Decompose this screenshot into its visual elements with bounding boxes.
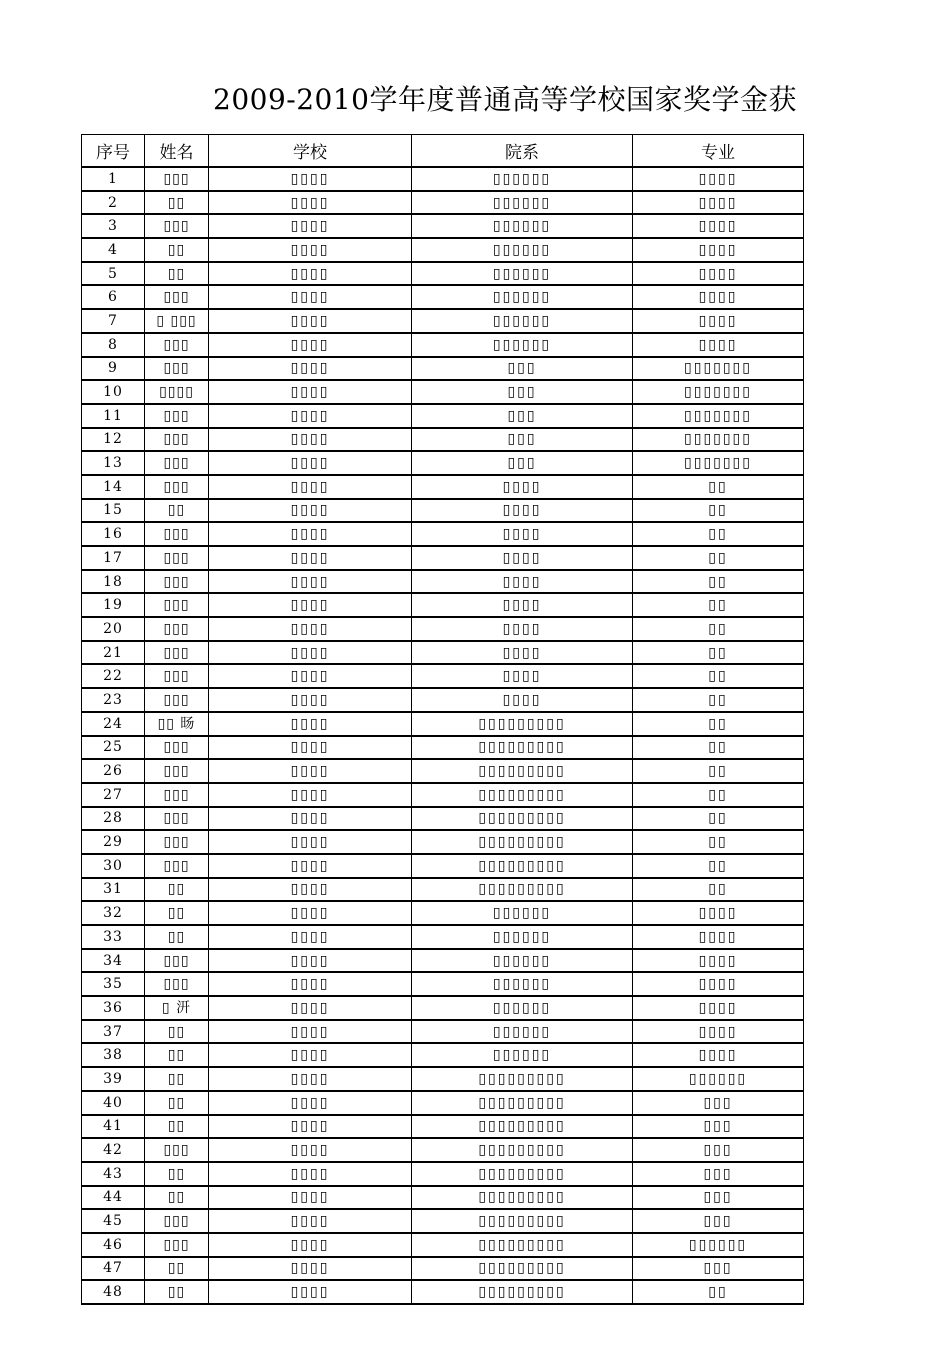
cell-school: ▯▯▯▯ bbox=[209, 1186, 412, 1210]
cell-major: ▯▯ bbox=[633, 1280, 804, 1304]
cell-school: ▯▯▯▯ bbox=[209, 972, 412, 996]
cell-name: ▯▯▯ bbox=[145, 167, 209, 191]
table-row bbox=[82, 451, 804, 475]
cell-index: 35 bbox=[82, 972, 145, 996]
cell-school: ▯▯▯▯ bbox=[209, 285, 412, 309]
table-row bbox=[82, 1020, 804, 1044]
cell-name: ▯▯ bbox=[145, 901, 209, 925]
header-department: 院系 bbox=[412, 135, 633, 168]
cell-school: ▯▯▯▯ bbox=[209, 451, 412, 475]
cell-department: ▯▯▯▯ bbox=[412, 664, 633, 688]
cell-department: ▯▯▯▯ bbox=[412, 617, 633, 641]
cell-department: ▯▯▯ bbox=[412, 357, 633, 381]
table-row bbox=[82, 309, 804, 333]
table-row bbox=[82, 783, 804, 807]
cell-department: ▯▯▯▯ bbox=[412, 475, 633, 499]
table-body bbox=[82, 167, 804, 1304]
cell-name: ▯▯▯ bbox=[145, 972, 209, 996]
table-row bbox=[82, 1091, 804, 1115]
cell-index: 41 bbox=[82, 1115, 145, 1139]
table-row bbox=[82, 593, 804, 617]
cell-name: ▯▯▯ bbox=[145, 617, 209, 641]
cell-department: ▯▯▯▯▯▯▯▯▯ bbox=[412, 712, 633, 736]
cell-major: ▯▯ bbox=[633, 641, 804, 665]
cell-school: ▯▯▯▯ bbox=[209, 901, 412, 925]
cell-major: ▯▯ bbox=[633, 688, 804, 712]
cell-school: ▯▯▯▯ bbox=[209, 1162, 412, 1186]
cell-index: 19 bbox=[82, 593, 145, 617]
table-row bbox=[82, 996, 804, 1020]
cell-major: ▯▯ bbox=[633, 736, 804, 760]
cell-name: ▯▯ bbox=[145, 1257, 209, 1281]
cell-department: ▯▯▯▯▯▯▯▯▯ bbox=[412, 1091, 633, 1115]
cell-name: ▯▯▯ bbox=[145, 949, 209, 973]
cell-index: 14 bbox=[82, 475, 145, 499]
cell-major: ▯▯▯ bbox=[633, 1091, 804, 1115]
cell-department: ▯▯▯▯▯▯ bbox=[412, 191, 633, 215]
cell-major: ▯▯▯ bbox=[633, 1115, 804, 1139]
cell-school: ▯▯▯▯ bbox=[209, 854, 412, 878]
cell-school: ▯▯▯▯ bbox=[209, 167, 412, 191]
cell-major: ▯▯ bbox=[633, 783, 804, 807]
cell-major: ▯▯▯▯▯▯ bbox=[633, 1067, 804, 1091]
table-row bbox=[82, 380, 804, 404]
table-row bbox=[82, 688, 804, 712]
cell-school: ▯▯▯▯ bbox=[209, 1257, 412, 1281]
cell-department: ▯▯▯▯▯▯▯▯▯ bbox=[412, 807, 633, 831]
cell-name: ▯▯▯ bbox=[145, 664, 209, 688]
cell-major: ▯▯▯▯ bbox=[633, 925, 804, 949]
cell-name: ▯▯▯ bbox=[145, 428, 209, 452]
cell-name: ▯▯▯▯ bbox=[145, 380, 209, 404]
cell-name: ▯ 汧 bbox=[145, 996, 209, 1020]
cell-major: ▯▯ bbox=[633, 570, 804, 594]
table-row bbox=[82, 570, 804, 594]
cell-major: ▯▯▯ bbox=[633, 1209, 804, 1233]
cell-name: ▯▯▯ bbox=[145, 854, 209, 878]
cell-name: ▯▯▯ bbox=[145, 688, 209, 712]
cell-index: 13 bbox=[82, 451, 145, 475]
cell-department: ▯▯▯▯▯▯ bbox=[412, 1020, 633, 1044]
cell-major: ▯▯▯▯ bbox=[633, 238, 804, 262]
cell-school: ▯▯▯▯ bbox=[209, 1209, 412, 1233]
cell-name: ▯▯▯ bbox=[145, 736, 209, 760]
cell-index: 10 bbox=[82, 380, 145, 404]
cell-name: ▯▯▯ bbox=[145, 593, 209, 617]
table-row bbox=[82, 925, 804, 949]
table-row bbox=[82, 522, 804, 546]
cell-school: ▯▯▯▯ bbox=[209, 499, 412, 523]
cell-index: 27 bbox=[82, 783, 145, 807]
table-row bbox=[82, 1233, 804, 1257]
cell-department: ▯▯▯▯▯▯ bbox=[412, 309, 633, 333]
table-row bbox=[82, 949, 804, 973]
cell-index: 9 bbox=[82, 357, 145, 381]
cell-name: ▯▯▯ bbox=[145, 451, 209, 475]
cell-name: ▯▯ bbox=[145, 1186, 209, 1210]
cell-school: ▯▯▯▯ bbox=[209, 664, 412, 688]
cell-department: ▯▯▯▯▯▯ bbox=[412, 996, 633, 1020]
cell-school: ▯▯▯▯ bbox=[209, 1138, 412, 1162]
cell-index: 18 bbox=[82, 570, 145, 594]
cell-index: 5 bbox=[82, 262, 145, 286]
cell-department: ▯▯▯▯▯▯▯▯▯ bbox=[412, 1115, 633, 1139]
cell-name: ▯▯▯ bbox=[145, 522, 209, 546]
cell-major: ▯▯▯ bbox=[633, 1162, 804, 1186]
table-row bbox=[82, 1257, 804, 1281]
cell-school: ▯▯▯▯ bbox=[209, 1115, 412, 1139]
cell-school: ▯▯▯▯ bbox=[209, 428, 412, 452]
cell-index: 22 bbox=[82, 664, 145, 688]
cell-index: 24 bbox=[82, 712, 145, 736]
cell-department: ▯▯▯▯▯▯▯▯▯ bbox=[412, 736, 633, 760]
table-row bbox=[82, 333, 804, 357]
cell-school: ▯▯▯▯ bbox=[209, 214, 412, 238]
cell-name: ▯▯ bbox=[145, 1115, 209, 1139]
cell-index: 33 bbox=[82, 925, 145, 949]
cell-index: 34 bbox=[82, 949, 145, 973]
cell-index: 11 bbox=[82, 404, 145, 428]
cell-name: ▯▯ bbox=[145, 1043, 209, 1067]
cell-name: ▯▯▯ bbox=[145, 404, 209, 428]
cell-school: ▯▯▯▯ bbox=[209, 309, 412, 333]
table-row bbox=[82, 404, 804, 428]
cell-school: ▯▯▯▯ bbox=[209, 262, 412, 286]
cell-name: ▯▯ bbox=[145, 262, 209, 286]
cell-index: 23 bbox=[82, 688, 145, 712]
cell-department: ▯▯▯▯ bbox=[412, 499, 633, 523]
cell-school: ▯▯▯▯ bbox=[209, 404, 412, 428]
cell-index: 32 bbox=[82, 901, 145, 925]
cell-index: 8 bbox=[82, 333, 145, 357]
table-row bbox=[82, 1043, 804, 1067]
table-row bbox=[82, 807, 804, 831]
cell-department: ▯▯▯▯▯▯ bbox=[412, 238, 633, 262]
header-name: 姓名 bbox=[145, 135, 209, 168]
cell-department: ▯▯▯▯▯▯▯▯▯ bbox=[412, 854, 633, 878]
cell-school: ▯▯▯▯ bbox=[209, 1020, 412, 1044]
table-row bbox=[82, 972, 804, 996]
table-row bbox=[82, 641, 804, 665]
cell-name: ▯▯ bbox=[145, 1067, 209, 1091]
cell-major: ▯▯▯ bbox=[633, 1257, 804, 1281]
table-row bbox=[82, 830, 804, 854]
cell-major: ▯▯ bbox=[633, 878, 804, 902]
cell-major: ▯▯▯▯ bbox=[633, 262, 804, 286]
cell-index: 4 bbox=[82, 238, 145, 262]
cell-major: ▯▯ bbox=[633, 759, 804, 783]
table-row bbox=[82, 1209, 804, 1233]
cell-major: ▯▯ bbox=[633, 664, 804, 688]
cell-school: ▯▯▯▯ bbox=[209, 783, 412, 807]
cell-department: ▯▯▯▯ bbox=[412, 688, 633, 712]
cell-school: ▯▯▯▯ bbox=[209, 736, 412, 760]
cell-index: 31 bbox=[82, 878, 145, 902]
cell-major: ▯▯▯▯▯▯▯ bbox=[633, 404, 804, 428]
cell-school: ▯▯▯▯ bbox=[209, 522, 412, 546]
cell-index: 1 bbox=[82, 167, 145, 191]
document-title: 2009-2010学年度普通高等学校国家奖学金获 bbox=[213, 83, 797, 116]
cell-school: ▯▯▯▯ bbox=[209, 1280, 412, 1304]
cell-school: ▯▯▯▯ bbox=[209, 925, 412, 949]
table-row bbox=[82, 854, 804, 878]
cell-major: ▯▯▯▯▯▯▯ bbox=[633, 357, 804, 381]
cell-index: 20 bbox=[82, 617, 145, 641]
table-row bbox=[82, 499, 804, 523]
table-row bbox=[82, 617, 804, 641]
cell-department: ▯▯▯▯▯▯▯▯▯ bbox=[412, 1138, 633, 1162]
cell-index: 3 bbox=[82, 214, 145, 238]
cell-index: 15 bbox=[82, 499, 145, 523]
table-row bbox=[82, 1162, 804, 1186]
cell-name: ▯▯ 旸 bbox=[145, 712, 209, 736]
cell-department: ▯▯▯▯▯▯ bbox=[412, 214, 633, 238]
cell-index: 2 bbox=[82, 191, 145, 215]
cell-name: ▯▯▯ bbox=[145, 357, 209, 381]
cell-major: ▯▯ bbox=[633, 546, 804, 570]
cell-school: ▯▯▯▯ bbox=[209, 996, 412, 1020]
cell-department: ▯▯▯▯▯▯ bbox=[412, 972, 633, 996]
cell-name: ▯▯▯ bbox=[145, 333, 209, 357]
cell-major: ▯▯▯▯▯▯▯ bbox=[633, 380, 804, 404]
cell-name: ▯ ▯▯▯ bbox=[145, 309, 209, 333]
cell-major: ▯▯▯▯ bbox=[633, 191, 804, 215]
cell-index: 36 bbox=[82, 996, 145, 1020]
cell-index: 12 bbox=[82, 428, 145, 452]
cell-major: ▯▯▯▯ bbox=[633, 972, 804, 996]
cell-department: ▯▯▯▯ bbox=[412, 522, 633, 546]
cell-name: ▯▯▯ bbox=[145, 783, 209, 807]
cell-department: ▯▯▯▯▯▯ bbox=[412, 333, 633, 357]
table-row bbox=[82, 1067, 804, 1091]
cell-name: ▯▯▯ bbox=[145, 1233, 209, 1257]
table-row bbox=[82, 664, 804, 688]
cell-school: ▯▯▯▯ bbox=[209, 641, 412, 665]
cell-major: ▯▯▯▯ bbox=[633, 167, 804, 191]
cell-school: ▯▯▯▯ bbox=[209, 333, 412, 357]
cell-department: ▯▯▯ bbox=[412, 380, 633, 404]
cell-index: 48 bbox=[82, 1280, 145, 1304]
cell-school: ▯▯▯▯ bbox=[209, 238, 412, 262]
cell-department: ▯▯▯▯▯▯▯▯▯ bbox=[412, 830, 633, 854]
cell-name: ▯▯ bbox=[145, 925, 209, 949]
cell-name: ▯▯▯ bbox=[145, 759, 209, 783]
table-header bbox=[82, 135, 804, 168]
cell-major: ▯▯ bbox=[633, 712, 804, 736]
cell-index: 40 bbox=[82, 1091, 145, 1115]
cell-school: ▯▯▯▯ bbox=[209, 593, 412, 617]
table-row bbox=[82, 1138, 804, 1162]
cell-department: ▯▯▯▯ bbox=[412, 570, 633, 594]
cell-index: 26 bbox=[82, 759, 145, 783]
cell-index: 7 bbox=[82, 309, 145, 333]
cell-school: ▯▯▯▯ bbox=[209, 688, 412, 712]
cell-school: ▯▯▯▯ bbox=[209, 617, 412, 641]
header-row bbox=[82, 135, 804, 168]
cell-major: ▯▯▯▯ bbox=[633, 309, 804, 333]
table-row bbox=[82, 167, 804, 191]
cell-index: 17 bbox=[82, 546, 145, 570]
cell-major: ▯▯▯▯ bbox=[633, 214, 804, 238]
cell-department: ▯▯▯▯▯▯▯▯▯ bbox=[412, 1186, 633, 1210]
cell-name: ▯▯▯ bbox=[145, 830, 209, 854]
cell-index: 47 bbox=[82, 1257, 145, 1281]
cell-major: ▯▯ bbox=[633, 475, 804, 499]
cell-department: ▯▯▯ bbox=[412, 451, 633, 475]
cell-department: ▯▯▯▯▯▯▯▯▯ bbox=[412, 759, 633, 783]
cell-index: 45 bbox=[82, 1209, 145, 1233]
cell-school: ▯▯▯▯ bbox=[209, 475, 412, 499]
table-row bbox=[82, 546, 804, 570]
cell-department: ▯▯▯▯▯▯▯▯▯ bbox=[412, 1209, 633, 1233]
cell-major: ▯▯ bbox=[633, 807, 804, 831]
cell-name: ▯▯▯ bbox=[145, 641, 209, 665]
table-row bbox=[82, 736, 804, 760]
table-row bbox=[82, 1280, 804, 1304]
cell-major: ▯▯▯▯ bbox=[633, 996, 804, 1020]
header-index: 序号 bbox=[82, 135, 145, 168]
cell-index: 43 bbox=[82, 1162, 145, 1186]
cell-school: ▯▯▯▯ bbox=[209, 357, 412, 381]
cell-name: ▯▯▯ bbox=[145, 546, 209, 570]
cell-major: ▯▯ bbox=[633, 830, 804, 854]
cell-department: ▯▯▯▯▯▯▯▯▯ bbox=[412, 1280, 633, 1304]
cell-school: ▯▯▯▯ bbox=[209, 1233, 412, 1257]
cell-department: ▯▯▯▯▯▯ bbox=[412, 949, 633, 973]
cell-index: 39 bbox=[82, 1067, 145, 1091]
cell-school: ▯▯▯▯ bbox=[209, 830, 412, 854]
cell-major: ▯▯▯▯▯▯▯ bbox=[633, 451, 804, 475]
cell-major: ▯▯ bbox=[633, 522, 804, 546]
cell-major: ▯▯ bbox=[633, 593, 804, 617]
cell-department: ▯▯▯▯▯▯ bbox=[412, 901, 633, 925]
cell-index: 37 bbox=[82, 1020, 145, 1044]
table-row bbox=[82, 712, 804, 736]
cell-school: ▯▯▯▯ bbox=[209, 1043, 412, 1067]
cell-school: ▯▯▯▯ bbox=[209, 878, 412, 902]
cell-department: ▯▯▯▯▯▯▯▯▯ bbox=[412, 1162, 633, 1186]
cell-department: ▯▯▯▯▯▯▯▯▯ bbox=[412, 1257, 633, 1281]
cell-index: 6 bbox=[82, 285, 145, 309]
cell-school: ▯▯▯▯ bbox=[209, 191, 412, 215]
cell-department: ▯▯▯▯▯▯▯▯▯ bbox=[412, 1067, 633, 1091]
cell-index: 21 bbox=[82, 641, 145, 665]
cell-name: ▯▯▯ bbox=[145, 285, 209, 309]
cell-name: ▯▯ bbox=[145, 1162, 209, 1186]
table-row bbox=[82, 191, 804, 215]
cell-department: ▯▯▯▯▯▯ bbox=[412, 1043, 633, 1067]
cell-major: ▯▯▯▯ bbox=[633, 1043, 804, 1067]
cell-school: ▯▯▯▯ bbox=[209, 712, 412, 736]
cell-name: ▯▯▯ bbox=[145, 807, 209, 831]
table-row bbox=[82, 759, 804, 783]
table-row bbox=[82, 878, 804, 902]
cell-name: ▯▯ bbox=[145, 499, 209, 523]
cell-major: ▯▯▯ bbox=[633, 1138, 804, 1162]
cell-name: ▯▯ bbox=[145, 238, 209, 262]
cell-department: ▯▯▯▯▯▯▯▯▯ bbox=[412, 783, 633, 807]
cell-name: ▯▯ bbox=[145, 191, 209, 215]
cell-department: ▯▯▯▯▯▯ bbox=[412, 262, 633, 286]
table-row bbox=[82, 357, 804, 381]
cell-name: ▯▯ bbox=[145, 1280, 209, 1304]
cell-department: ▯▯▯ bbox=[412, 428, 633, 452]
cell-department: ▯▯▯▯ bbox=[412, 641, 633, 665]
cell-major: ▯▯▯▯▯▯ bbox=[633, 1233, 804, 1257]
cell-name: ▯▯▯ bbox=[145, 570, 209, 594]
cell-department: ▯▯▯▯▯▯▯▯▯ bbox=[412, 878, 633, 902]
table-row bbox=[82, 238, 804, 262]
cell-department: ▯▯▯▯ bbox=[412, 593, 633, 617]
table-row bbox=[82, 262, 804, 286]
cell-index: 29 bbox=[82, 830, 145, 854]
cell-name: ▯▯ bbox=[145, 1091, 209, 1115]
header-school: 学校 bbox=[209, 135, 412, 168]
cell-school: ▯▯▯▯ bbox=[209, 759, 412, 783]
cell-department: ▯▯▯ bbox=[412, 404, 633, 428]
table-row bbox=[82, 1115, 804, 1139]
cell-name: ▯▯▯ bbox=[145, 475, 209, 499]
cell-index: 38 bbox=[82, 1043, 145, 1067]
table-row bbox=[82, 428, 804, 452]
cell-department: ▯▯▯▯▯▯▯▯▯ bbox=[412, 1233, 633, 1257]
cell-school: ▯▯▯▯ bbox=[209, 949, 412, 973]
cell-major: ▯▯ bbox=[633, 499, 804, 523]
cell-major: ▯▯▯▯ bbox=[633, 949, 804, 973]
header-major: 专业 bbox=[633, 135, 804, 168]
table-row bbox=[82, 214, 804, 238]
cell-school: ▯▯▯▯ bbox=[209, 1091, 412, 1115]
cell-index: 46 bbox=[82, 1233, 145, 1257]
cell-major: ▯▯▯▯ bbox=[633, 333, 804, 357]
cell-index: 42 bbox=[82, 1138, 145, 1162]
cell-major: ▯▯▯▯ bbox=[633, 285, 804, 309]
cell-name: ▯▯▯ bbox=[145, 1138, 209, 1162]
cell-department: ▯▯▯▯ bbox=[412, 546, 633, 570]
cell-major: ▯▯▯ bbox=[633, 1186, 804, 1210]
cell-name: ▯▯▯ bbox=[145, 214, 209, 238]
cell-index: 25 bbox=[82, 736, 145, 760]
scholarship-table bbox=[81, 134, 804, 1305]
cell-major: ▯▯▯▯ bbox=[633, 901, 804, 925]
cell-school: ▯▯▯▯ bbox=[209, 546, 412, 570]
cell-name: ▯▯ bbox=[145, 878, 209, 902]
cell-department: ▯▯▯▯▯▯ bbox=[412, 167, 633, 191]
cell-major: ▯▯ bbox=[633, 617, 804, 641]
cell-index: 44 bbox=[82, 1186, 145, 1210]
cell-name: ▯▯ bbox=[145, 1020, 209, 1044]
cell-school: ▯▯▯▯ bbox=[209, 1067, 412, 1091]
cell-index: 16 bbox=[82, 522, 145, 546]
table-row bbox=[82, 285, 804, 309]
cell-major: ▯▯▯▯▯▯▯ bbox=[633, 428, 804, 452]
cell-major: ▯▯▯▯ bbox=[633, 1020, 804, 1044]
cell-department: ▯▯▯▯▯▯ bbox=[412, 925, 633, 949]
cell-name: ▯▯▯ bbox=[145, 1209, 209, 1233]
table-row bbox=[82, 901, 804, 925]
cell-index: 30 bbox=[82, 854, 145, 878]
table-row bbox=[82, 1186, 804, 1210]
cell-major: ▯▯ bbox=[633, 854, 804, 878]
cell-department: ▯▯▯▯▯▯ bbox=[412, 285, 633, 309]
cell-school: ▯▯▯▯ bbox=[209, 807, 412, 831]
cell-school: ▯▯▯▯ bbox=[209, 380, 412, 404]
table-row bbox=[82, 475, 804, 499]
cell-school: ▯▯▯▯ bbox=[209, 570, 412, 594]
cell-index: 28 bbox=[82, 807, 145, 831]
